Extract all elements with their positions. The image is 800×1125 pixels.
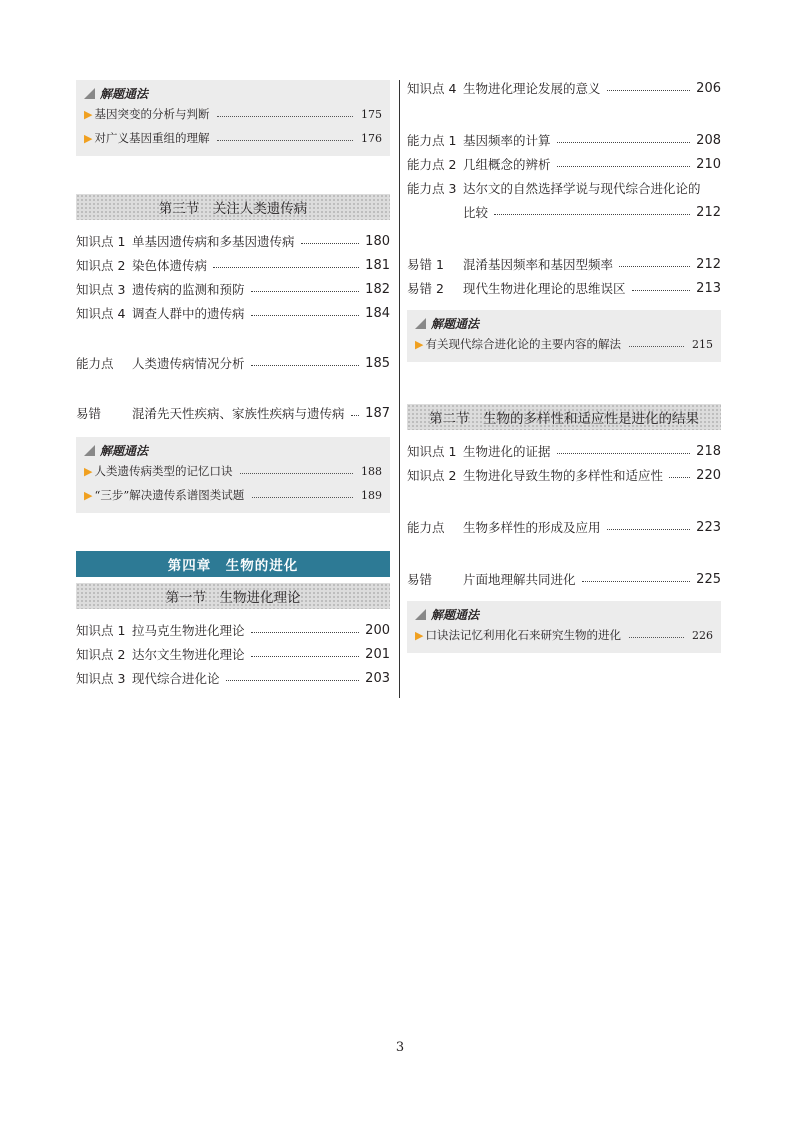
- dot-leader: [251, 291, 360, 292]
- page-number: 223: [696, 519, 721, 535]
- toc-entry[interactable]: [407, 439, 721, 463]
- triangle-icon: [84, 445, 95, 456]
- toc-entry[interactable]: [76, 253, 390, 277]
- entry-title: 达尔文生物进化理论: [132, 647, 245, 662]
- entry-title: 染色体遗传病: [132, 258, 208, 273]
- arrow-icon: ▶: [415, 337, 424, 351]
- chapter-header[interactable]: [76, 551, 390, 577]
- entry-title: 达尔文的自然选择学说与现代综合进化论的: [463, 181, 701, 196]
- toc-entry[interactable]: [76, 618, 390, 642]
- right-column: [407, 80, 721, 653]
- entry-title: 片面地理解共同进化: [463, 572, 576, 587]
- page-number: 203: [365, 670, 390, 686]
- page-number: 184: [365, 305, 390, 321]
- dot-leader: [240, 473, 353, 474]
- entry-title: 几组概念的辨析: [463, 157, 551, 172]
- dot-leader: [494, 214, 690, 215]
- entry-title: 生物多样性的形成及应用: [463, 520, 601, 535]
- entry-label: 知识点 1: [76, 234, 126, 249]
- section-title: 第三节 关注人类遗传病: [158, 201, 308, 217]
- tips-item[interactable]: [415, 332, 713, 356]
- tips-title: 解题通法: [431, 316, 480, 331]
- tips-item-text: 基因突变的分析与判断: [94, 107, 210, 121]
- entry-label: 能力点 2: [407, 157, 457, 172]
- entry-label: 知识点 2: [76, 647, 126, 662]
- dot-leader: [557, 142, 691, 143]
- toc-entry[interactable]: [407, 252, 721, 276]
- toc-entry[interactable]: [407, 76, 721, 100]
- entry-title: 基因频率的计算: [463, 133, 551, 148]
- tips-header: [84, 84, 382, 102]
- page-number: 185: [365, 355, 390, 371]
- dot-leader: [582, 581, 691, 582]
- entry-title: 混淆基因频率和基因型频率: [463, 257, 614, 272]
- toc-entry[interactable]: [407, 152, 721, 176]
- tips-title: 解题通法: [100, 86, 149, 101]
- page-number: 200: [365, 622, 390, 638]
- entry-title: 现代综合进化论: [132, 671, 220, 686]
- entry-title: 人类遗传病情况分析: [132, 356, 245, 371]
- toc-entry[interactable]: [76, 401, 390, 425]
- dot-leader: [669, 477, 690, 478]
- tips-item[interactable]: [84, 483, 382, 507]
- triangle-icon: [415, 318, 426, 329]
- entry-label: 能力点: [407, 520, 445, 535]
- page-number: 212: [696, 256, 721, 272]
- tips-item-text: “三步”解决遗传系谱图类试题: [94, 488, 245, 502]
- dot-leader: [629, 346, 684, 347]
- tips-header: [415, 605, 713, 623]
- entry-title: 生物进化的证据: [463, 444, 551, 459]
- dot-leader: [619, 266, 690, 267]
- entry-title: 遗传病的监测和预防: [132, 282, 245, 297]
- page-number: 206: [696, 80, 721, 96]
- page-number: 176: [361, 131, 382, 145]
- page-number: 218: [696, 443, 721, 459]
- tips-box: [76, 80, 390, 156]
- toc-entry[interactable]: [76, 301, 390, 325]
- tips-item-text: 口诀法记忆利用化石来研究生物的进化: [425, 628, 621, 642]
- dot-leader: [226, 680, 360, 681]
- entry-title: 生物进化导致生物的多样性和适应性: [463, 468, 664, 483]
- triangle-icon: [415, 609, 426, 620]
- arrow-icon: ▶: [84, 107, 93, 121]
- dot-leader: [217, 140, 353, 141]
- toc-entry[interactable]: [407, 463, 721, 487]
- arrow-icon: ▶: [415, 628, 424, 642]
- arrow-icon: ▶: [84, 131, 93, 145]
- toc-entry[interactable]: [407, 176, 721, 200]
- dot-leader: [351, 415, 360, 416]
- left-column: [76, 80, 390, 690]
- dot-leader: [251, 656, 360, 657]
- dot-leader: [557, 453, 691, 454]
- entry-title: 调查人群中的遗传病: [132, 306, 245, 321]
- section-header[interactable]: [76, 583, 390, 609]
- tips-title: 解题通法: [100, 443, 149, 458]
- tips-item[interactable]: [84, 126, 382, 150]
- page-number: 175: [361, 107, 382, 121]
- toc-entry[interactable]: [407, 567, 721, 591]
- page-number: 201: [365, 646, 390, 662]
- entry-label: 知识点 3: [76, 671, 126, 686]
- entry-title: 现代生物进化理论的思维误区: [463, 281, 626, 296]
- entry-label: 知识点 4: [407, 81, 457, 96]
- tips-box: [407, 601, 721, 653]
- tips-box: [76, 437, 390, 513]
- page-number: 180: [365, 233, 390, 249]
- entry-label: 知识点 3: [76, 282, 126, 297]
- toc-entry[interactable]: [76, 642, 390, 666]
- page-number: 226: [692, 628, 713, 642]
- dot-leader: [607, 90, 691, 91]
- entry-label: 知识点 2: [407, 468, 457, 483]
- toc-entry[interactable]: [76, 277, 390, 301]
- toc-entry-continuation[interactable]: [407, 200, 721, 224]
- entry-label: 知识点 1: [407, 444, 457, 459]
- arrow-icon: ▶: [84, 464, 93, 478]
- entry-label: 能力点 1: [407, 133, 457, 148]
- dot-leader: [251, 365, 360, 366]
- entry-label: 易错 2: [407, 281, 444, 296]
- tips-item[interactable]: [84, 459, 382, 483]
- page-number: 189: [361, 488, 382, 502]
- entry-label: 知识点 1: [76, 623, 126, 638]
- entry-title: 混淆先天性疾病、家族性疾病与遗传病: [132, 406, 345, 421]
- entry-label: 易错: [76, 406, 102, 421]
- triangle-icon: [84, 88, 95, 99]
- section-header[interactable]: [407, 404, 721, 430]
- dot-leader: [251, 632, 360, 633]
- entry-label: 能力点: [76, 356, 114, 371]
- dot-leader: [607, 529, 691, 530]
- section-title: 第一节 生物进化理论: [165, 590, 301, 606]
- toc-entry[interactable]: [76, 666, 390, 690]
- entry-title: 比较: [463, 205, 489, 220]
- entry-label: 易错: [407, 572, 433, 587]
- toc-entry[interactable]: [76, 229, 390, 253]
- tips-title: 解题通法: [431, 607, 480, 622]
- tips-item-text: 有关现代综合进化论的主要内容的解法: [425, 337, 621, 351]
- entry-label: 知识点 4: [76, 306, 126, 321]
- page-number: 225: [696, 571, 721, 587]
- toc-entry[interactable]: [407, 515, 721, 539]
- dot-leader: [217, 116, 353, 117]
- section-title: 第二节 生物的多样性和适应性是进化的结果: [429, 411, 699, 427]
- tips-box: [407, 310, 721, 362]
- dot-leader: [252, 497, 353, 498]
- chapter-title: 第四章 生物的进化: [167, 558, 299, 574]
- page-number: 213: [696, 280, 721, 296]
- tips-item[interactable]: [415, 623, 713, 647]
- arrow-icon: ▶: [84, 488, 93, 502]
- page-number: 181: [365, 257, 390, 273]
- entry-label: 知识点 2: [76, 258, 126, 273]
- toc-entry[interactable]: [407, 276, 721, 300]
- toc-entry[interactable]: [76, 351, 390, 375]
- page-footer-number: 3: [395, 1040, 405, 1055]
- column-divider: [399, 80, 400, 698]
- entry-label: 能力点 3: [407, 181, 457, 196]
- page-number: 188: [361, 464, 382, 478]
- page-number: 220: [696, 467, 721, 483]
- dot-leader: [632, 290, 691, 291]
- page-number: 215: [692, 337, 713, 351]
- entry-label: 易错 1: [407, 257, 444, 272]
- page-number: 187: [365, 405, 390, 421]
- dot-leader: [213, 267, 359, 268]
- entry-title: 单基因遗传病和多基因遗传病: [132, 234, 295, 249]
- dot-leader: [629, 637, 684, 638]
- dot-leader: [251, 315, 360, 316]
- entry-title: 生物进化理论发展的意义: [463, 81, 601, 96]
- tips-item-text: 人类遗传病类型的记忆口诀: [94, 464, 233, 478]
- page-number: 182: [365, 281, 390, 297]
- section-header[interactable]: [76, 194, 390, 220]
- tips-item-text: 对广义基因重组的理解: [94, 131, 210, 145]
- page-number: 208: [696, 132, 721, 148]
- page-number: 210: [696, 156, 721, 172]
- dot-leader: [301, 243, 360, 244]
- entry-title: 拉马克生物进化理论: [132, 623, 245, 638]
- toc-entry[interactable]: [407, 128, 721, 152]
- tips-header: [415, 314, 713, 332]
- tips-header: [84, 441, 382, 459]
- dot-leader: [557, 166, 691, 167]
- page-number: 212: [696, 204, 721, 220]
- tips-item[interactable]: [84, 102, 382, 126]
